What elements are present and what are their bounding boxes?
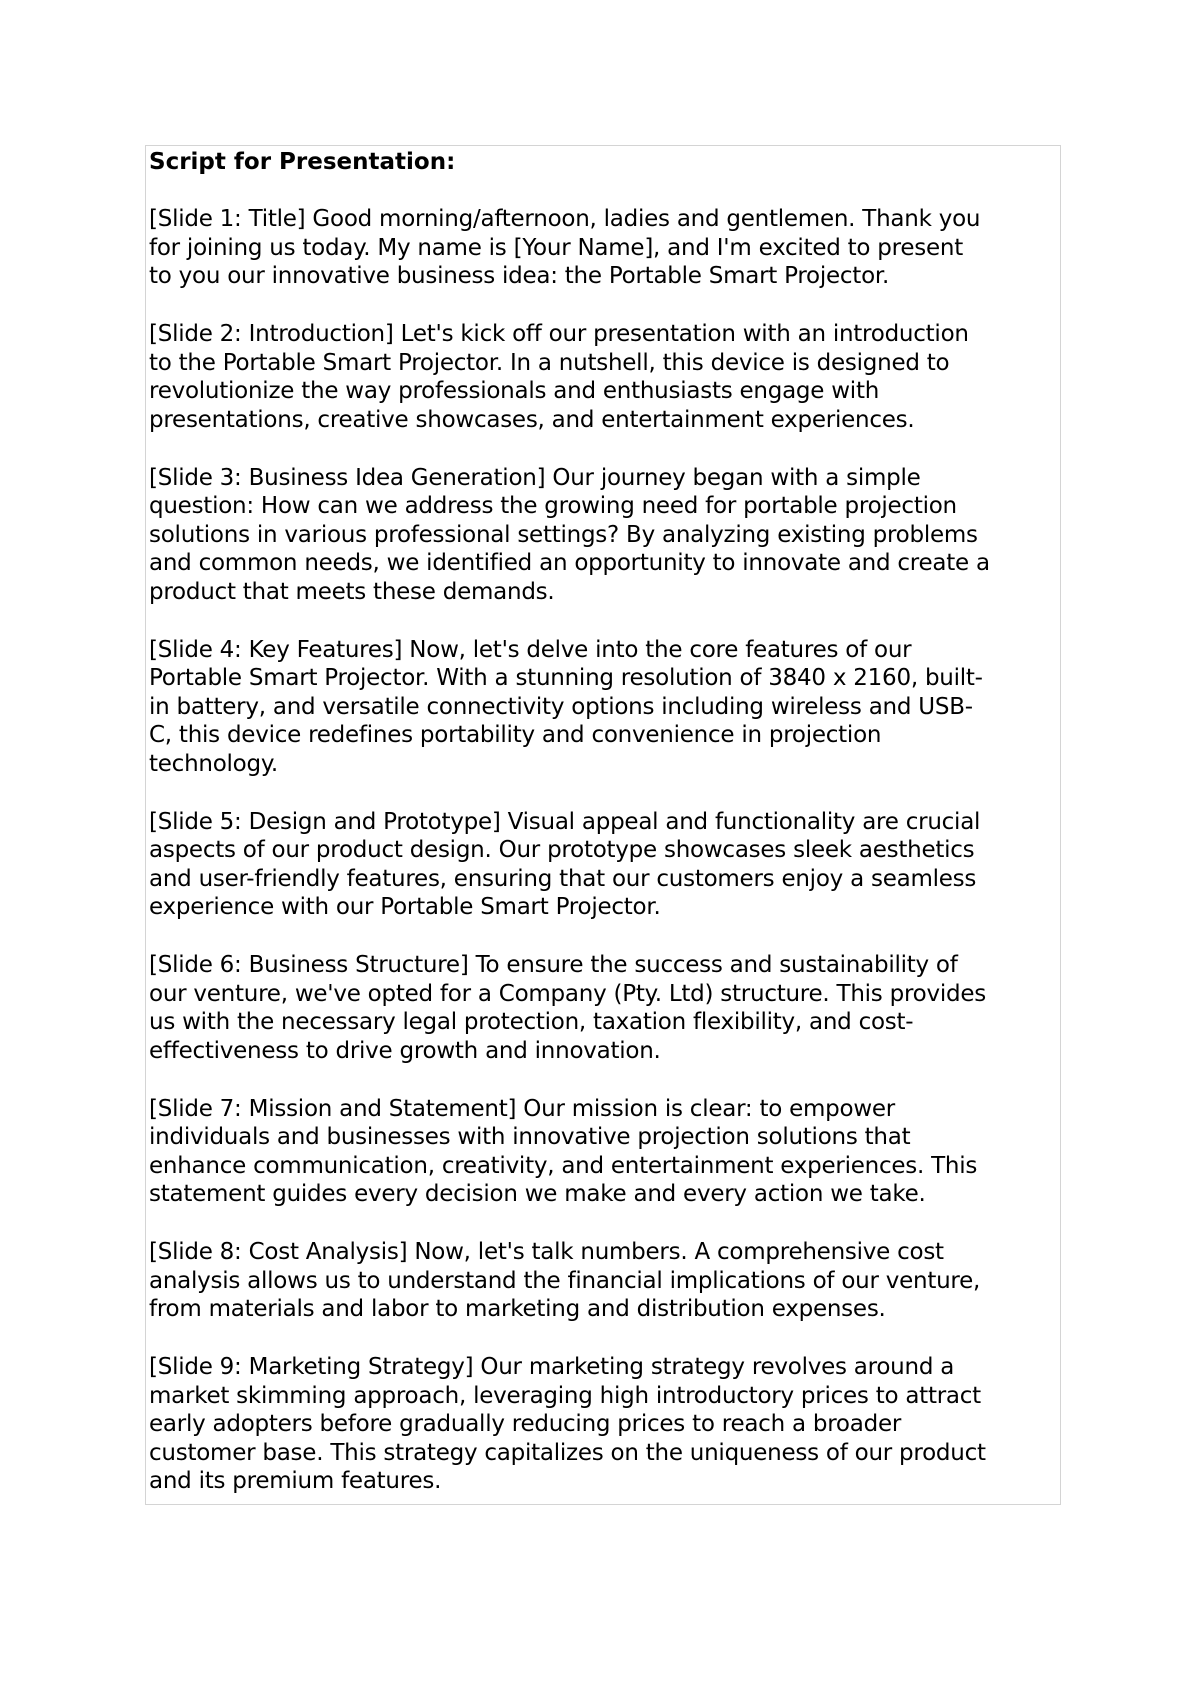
paragraph-line: statement guides every decision we make and every action we take. — [149, 1181, 926, 1207]
paragraph-line: presentations, creative showcases, and entertainment experiences. — [149, 406, 915, 433]
paragraph-line: to you our innovative business idea: the Portable Smart Projector. — [149, 263, 890, 289]
script-paragraph-slide-6 — [149, 951, 1058, 1065]
paragraph-line: effectiveness to drive growth and innovation. — [149, 1037, 661, 1064]
paragraph-line: question: How can we address the growing need for portable projection — [149, 493, 957, 519]
script-paragraph-slide-1 — [149, 205, 1058, 291]
paragraph-line: [Slide 5: Design and Prototype] Visual appeal and functionality are crucial — [149, 808, 981, 835]
paragraph-line: aspects of our product design. Our prototype showcases sleek aesthetics — [149, 837, 975, 863]
paragraph-line: [Slide 4: Key Features] Now, let's delve into the core features of our — [149, 636, 912, 663]
paragraph-line: and common needs, we identified an opportunity to innovate and create a — [149, 550, 990, 576]
paragraph-line: and user-friendly features, ensuring that our customers enjoy a seamless — [149, 865, 977, 892]
paragraph-line: market skimming approach, leveraging high introductory prices to attract — [149, 1382, 981, 1409]
paragraph-line: our venture, we've opted for a Company (Pty. Ltd) structure. This provides — [149, 980, 986, 1007]
paragraph-line: [Slide 6: Business Structure] To ensure the success and sustainability of — [149, 952, 958, 978]
paragraph-line: Portable Smart Projector. With a stunning resolution of 3840 x 2160, built- — [149, 665, 983, 691]
script-paragraph-slide-7 — [149, 1095, 1058, 1209]
paragraph-line: to the Portable Smart Projector. In a nutshell, this device is designed to — [149, 349, 950, 376]
paragraph-line: customer base. This strategy capitalizes on the uniqueness of our product — [149, 1439, 986, 1466]
paragraph-line: and its premium features. — [149, 1468, 442, 1494]
paragraph-line: [Slide 9: Marketing Strategy] Our marketing strategy revolves around a — [149, 1354, 955, 1380]
paragraph-line: [Slide 7: Mission and Statement] Our mission is clear: to empower — [149, 1095, 895, 1122]
paragraph-line: solutions in various professional settings? By analyzing existing problems — [149, 521, 978, 548]
paragraph-line: for joining us today. My name is [Your Name], and I'm excited to present — [149, 234, 963, 261]
paragraph-line: enhance communication, creativity, and entertainment experiences. This — [149, 1152, 978, 1179]
script-heading: Script for Presentation: — [149, 149, 456, 175]
script-paragraph-slide-8 — [149, 1238, 1058, 1324]
paragraph-line: [Slide 2: Introduction] Let's kick off our presentation with an introduction — [149, 321, 969, 347]
paragraph-line: in battery, and versatile connectivity options including wireless and USB- — [149, 693, 973, 720]
script-paragraph-slide-3 — [149, 464, 1058, 607]
paragraph-line: [Slide 1: Title] Good morning/afternoon, ladies and gentlemen. Thank you — [149, 206, 981, 232]
paragraph-line: technology. — [149, 750, 278, 777]
paragraph-line: from materials and labor to marketing and distribution expenses. — [149, 1296, 886, 1322]
paragraph-line: experience with our Portable Smart Projector. — [149, 894, 661, 920]
paragraph-line: revolutionize the way professionals and enthusiasts engage with — [149, 378, 880, 404]
script-body — [149, 205, 1058, 1496]
paragraph-line: early adopters before gradually reducing prices to reach a broader — [149, 1411, 902, 1437]
paragraph-line: us with the necessary legal protection, taxation flexibility, and cost- — [149, 1009, 914, 1035]
paragraph-line: individuals and businesses with innovative projection solutions that — [149, 1124, 911, 1150]
script-paragraph-slide-5 — [149, 808, 1058, 922]
paragraph-line: [Slide 3: Business Idea Generation] Our journey began with a simple — [149, 464, 921, 491]
paragraph-line: C, this device redefines portability and convenience in projection — [149, 722, 882, 748]
script-text-box — [145, 145, 1061, 1505]
paragraph-line: [Slide 8: Cost Analysis] Now, let's talk numbers. A comprehensive cost — [149, 1239, 944, 1265]
paragraph-line: product that meets these demands. — [149, 578, 555, 605]
script-paragraph-slide-2 — [149, 320, 1058, 434]
script-paragraph-slide-4 — [149, 636, 1058, 779]
script-paragraph-slide-9 — [149, 1353, 1058, 1496]
paragraph-line: analysis allows us to understand the financial implications of our venture, — [149, 1267, 981, 1294]
